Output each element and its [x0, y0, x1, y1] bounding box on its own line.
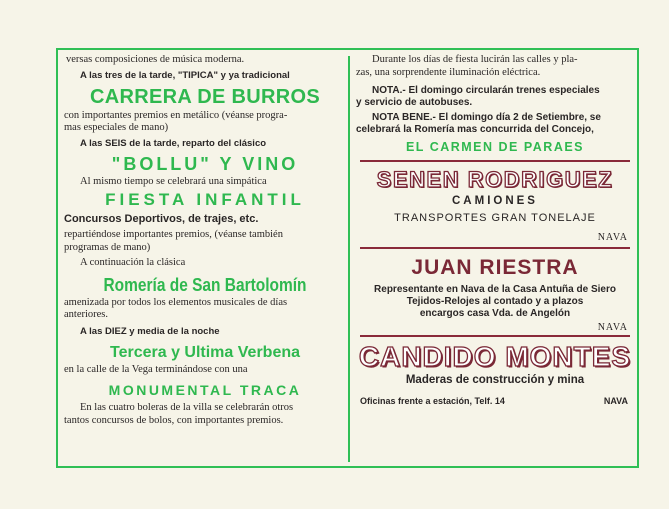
column-divider [348, 56, 350, 462]
text-line: zas, una sorprendente iluminación eléctrica. [356, 66, 541, 78]
heading-fiesta-infantil: FIESTA INFANTIL [105, 190, 305, 209]
text-line: En las cuatro boleras de la villa se celebrarán otros [80, 402, 294, 413]
heading-carrera-de-burros: CARRERA DE BURROS [90, 85, 320, 108]
text-line: con importantes premios en metálico (véanse progra- [64, 109, 288, 121]
divider-line [360, 335, 630, 337]
divider-line [360, 160, 630, 162]
ad-candido-montes [356, 341, 634, 407]
text-line: en la calle de la Vega terminándose con una [64, 363, 248, 375]
nota-line: NOTA.- El domingo circularán trenes especiales [372, 85, 600, 96]
text-line: A continuación la clásica [80, 257, 186, 268]
ad-description: encargos casa Vda. de Angelón [419, 308, 571, 319]
heading-bollu-y-vino: "BOLLU" Y VINO [111, 153, 299, 174]
left-column [64, 54, 346, 464]
text-line: anteriores. [64, 309, 109, 320]
text-line: Al mismo tiempo se celebrará una simpática [80, 175, 267, 187]
heading-romeria: Romería de San Bartolomín [103, 274, 307, 295]
ad-title: JUAN RIESTRA [411, 256, 579, 279]
ad-description: Tejidos-Relojes al contado y a plazos [406, 296, 584, 307]
text-line: Concursos Deportivos, de trajes, etc. [64, 213, 259, 225]
nota-line: y servicio de autobuses. [356, 97, 473, 108]
nota-bene-line: celebrará la Romería mas concurrida del Concejo, [356, 124, 594, 135]
ad-juan-riestra [356, 255, 634, 333]
ad-description: TRANSPORTES GRAN TONELAJE [394, 212, 596, 224]
divider-line [360, 247, 630, 249]
right-column [356, 54, 634, 464]
carmen-de-paraes: EL CARMEN DE PARAES [405, 140, 585, 154]
ad-description: Representante en Nava de la Casa Antuña de Siero [374, 284, 616, 295]
ad-footer [356, 395, 634, 407]
text-line: versas composiciones de música moderna. [66, 54, 245, 65]
ad-subtitle: Maderas de construcción y mina [405, 374, 585, 386]
ad-senen-rodriguez [356, 166, 634, 243]
ad-place: NAVA [603, 396, 628, 406]
ad-title: CANDIDO MONTES [358, 341, 632, 372]
text-line: Durante los días de fiesta lucirán las calles y pla- [372, 54, 578, 65]
text-line: A las SEIS de la tarde, reparto del clásico [80, 137, 267, 149]
ad-place: NAVA [597, 232, 628, 243]
ad-title: SENEN RODRIGUEZ [376, 167, 614, 192]
text-line: programas de mano) [64, 241, 151, 253]
ad-subtitle: CAMIONES [452, 195, 538, 207]
text-line: A las tres de la tarde, "TIPICA" y ya tradicional [80, 69, 290, 81]
heading-traca: MONUMENTAL TRACA [108, 382, 302, 398]
text-line: repartiéndose importantes premios, (véanse también [64, 229, 283, 240]
heading-verbena: Tercera y Ultima Verbena [109, 343, 301, 361]
ad-place: NAVA [597, 322, 628, 333]
text-line: tantos concursos de bolos, con importantes premios. [64, 414, 284, 426]
text-line: amenizada por todos los elementos musicales de días [64, 296, 288, 308]
ad-office: Oficinas frente a estación, Telf. 14 [360, 396, 505, 406]
text-line: mas especiales de mano) [64, 122, 169, 133]
text-line: A las DIEZ y media de la noche [80, 325, 220, 337]
nota-bene-line: NOTA BENE.- El domingo día 2 de Setiembre, se [372, 112, 601, 123]
